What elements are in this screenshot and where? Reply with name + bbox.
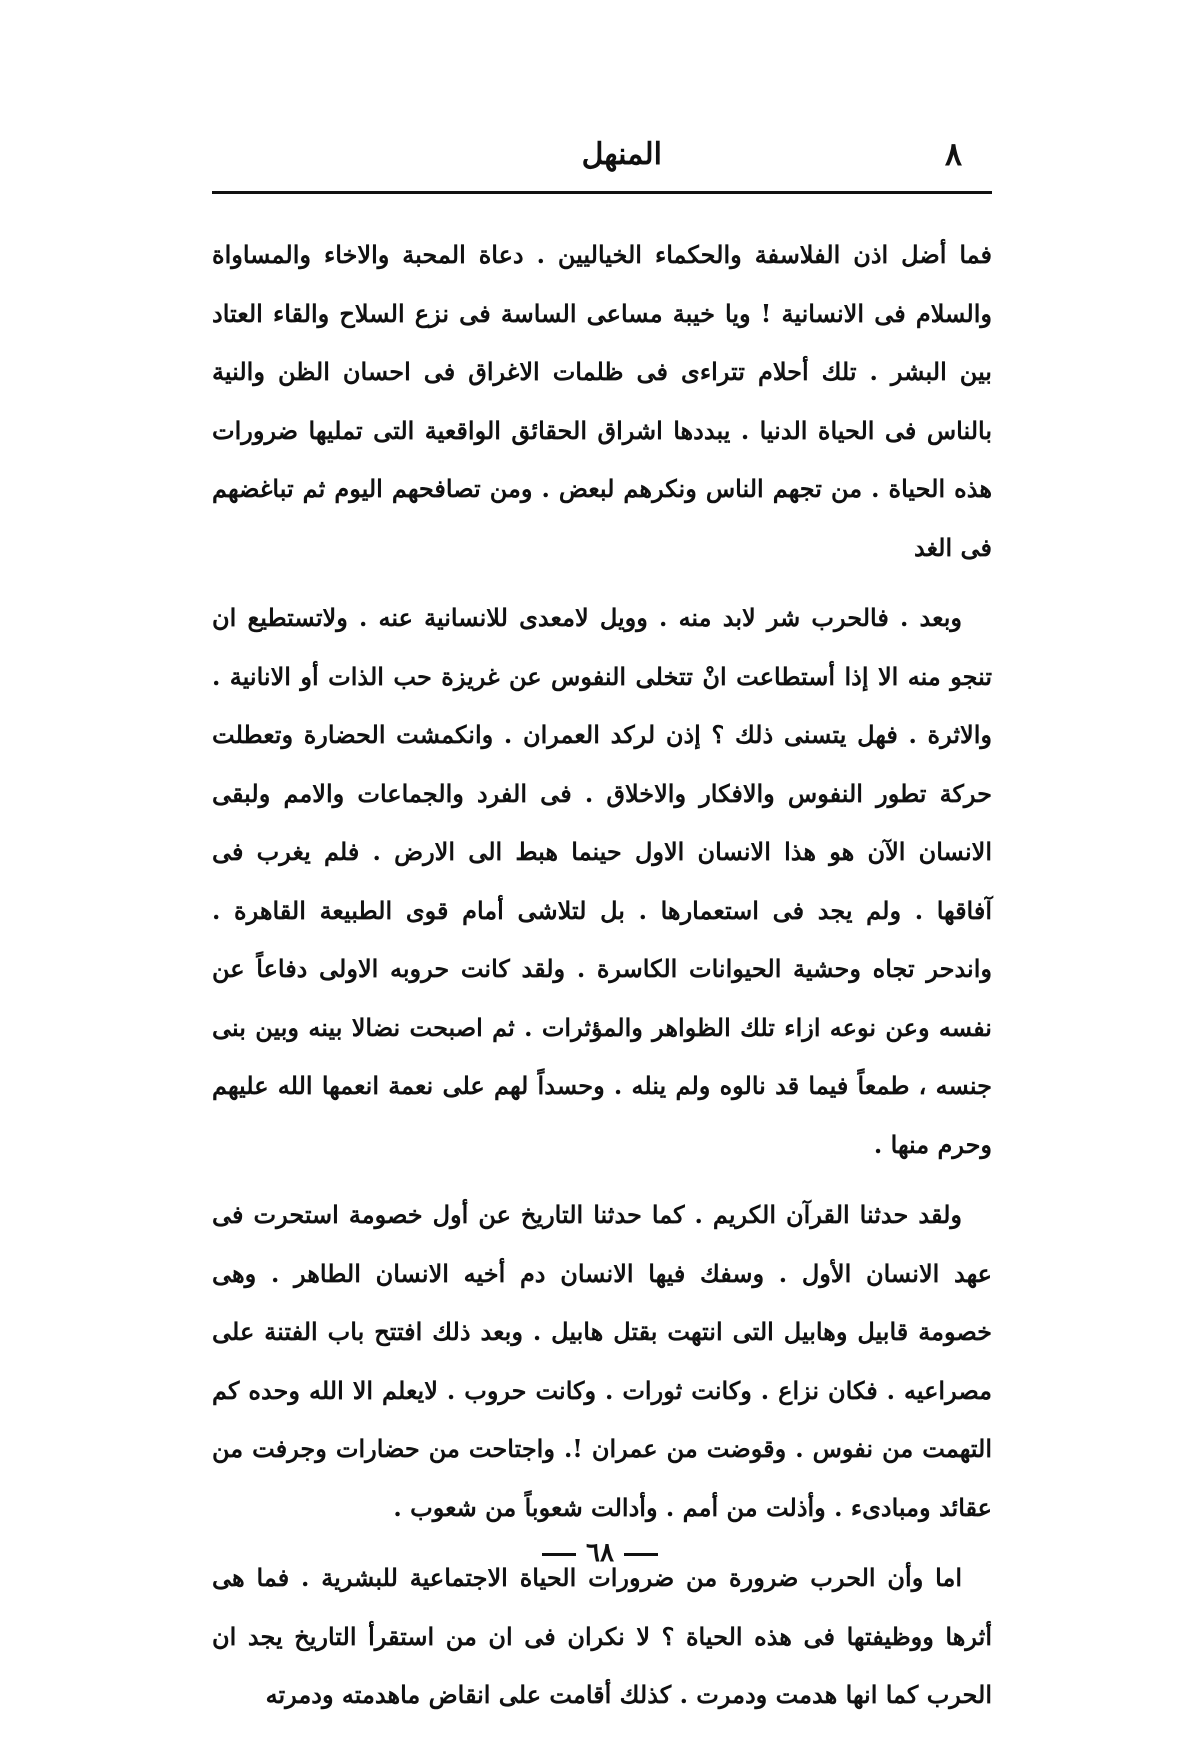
page-header — [212, 135, 992, 183]
header-page-number: ٨ — [944, 135, 962, 173]
paragraph-1: فما أضل اذن الفلاسفة والحكماء الخياليين . دعاة المحبة والاخاء والمساواة والسلام فى الانسانية ! ويا خيبة مساعى الساسة فى نزع السلاح والقاء العتاد بين البشر . تلك أحلام تتراءى فى ظلمات الاغراق فى احسان الظن والنية بالناس فى الحياة الدنيا . يبددها اشراق الحقائق الواقعية التى تمليها ضرورات هذه الحياة . من تجهم الناس ونكرهم لبعض . ومن تصافحهم اليوم ثم تباغضهم فى الغد — [212, 240, 993, 562]
paragraph-2: وبعد . فالحرب شر لابد منه . وويل لامعدى للانسانية عنه . ولاتستطيع ان تنجو منه الا إذا أستطاعت انْ تتخلى النفوس عن غريزة حب الذات أو الانانية . والاثرة . فهل يتسنى ذلك ؟ إذن لركد العمران . وانكمشت الحضارة وتعطلت حركة تطور النفوس والافكار والاخلاق . فى الفرد والجماعات والامم ولبقى الانسان الآن هو هذا الانسان الاول حينما هبط الى الارض . فلم يغرب فى آفاقها . ولم يجد فى استعمارها . بل لتلاشى أمام قوى الطبيعة القاهرة . واندحر تجاه وحشية الحيوانات الكاسرة . ولقد كانت حروبه الاولى دفاعاً عن نفسه وعن نوعه ازاء تلك الظواهر والمؤثرات . ثم اصبحت نضالا بينه وبين بنى جنسه ، طمعاً فيما قد نالوه ولم ينله . وحسداً لهم على نعمة انعمها الله عليهم وحرم منها . — [212, 603, 992, 1159]
paragraph-4: اما وأن الحرب ضرورة من ضرورات الحياة الاجتماعية للبشرية . فما هى أثرها ووظيفتها فى هذه الحياة ؟ لا نكران فى ان من استقرأ التاريخ يجد ان الحرب كما انها هدمت ودمرت . كذلك أقامت على انقاض ماهدمته ودمرته — [212, 1563, 992, 1709]
footer-page-number: ٦٨ — [586, 1538, 614, 1568]
footer-dash-right — [624, 1553, 658, 1556]
page-footer — [0, 1538, 1200, 1568]
journal-title: المنهل — [581, 137, 662, 172]
article-body — [212, 226, 992, 1737]
paragraph-3: ولقد حدثنا القرآن الكريم . كما حدثنا التاريخ عن أول خصومة استحرت فى عهد الانسان الأول . وسفك فيها الانسان دم أخيه الانسان الطاهر . وهى خصومة قابيل وهابيل التى انتهت بقتل هابيل . وبعد ذلك افتتح باب الفتنة على مصراعيه . فكان نزاع . وكانت ثورات . وكانت حروب . لايعلم الا الله وحده كم التهمت من نفوس . وقوضت من عمران !. واجتاحت من حضارات وجرفت من عقائد ومبادىء . وأذلت من أمم . وأدالت شعوباً من شعوب . — [212, 1200, 992, 1522]
footer-dash-left — [542, 1553, 576, 1556]
header-rule — [212, 191, 992, 194]
